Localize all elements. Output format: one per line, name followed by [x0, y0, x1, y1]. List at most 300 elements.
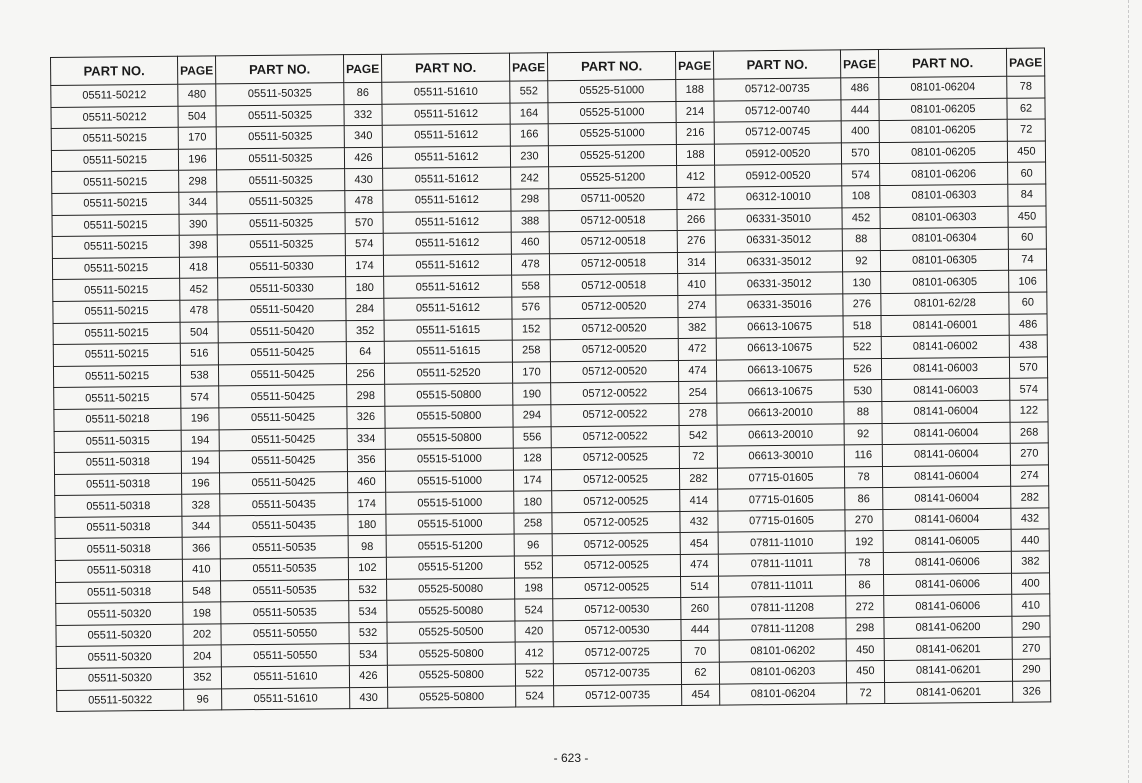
part-number-cell: 05711-00520	[549, 187, 677, 210]
part-number-cell: 05525-51200	[549, 166, 677, 189]
page-cell: 552	[514, 556, 552, 578]
part-number-cell: 05525-50080	[387, 599, 515, 622]
page-cell: 92	[844, 423, 882, 445]
part-number-cell: 05511-50325	[216, 104, 344, 127]
part-number-cell: 05525-50800	[388, 686, 516, 709]
part-number-cell: 05511-51610	[222, 687, 350, 710]
page-cell: 270	[845, 509, 883, 531]
part-number-cell: 05511-50550	[221, 644, 349, 667]
page-cell: 334	[347, 428, 385, 450]
part-number-cell: 05511-50325	[216, 147, 344, 170]
part-number-cell: 05511-50320	[56, 646, 183, 669]
part-number-cell: 05712-00735	[714, 78, 841, 101]
part-number-cell: 05712-00525	[552, 555, 680, 578]
part-number-cell: 07811-11011	[718, 553, 845, 576]
page-header: PAGE	[509, 53, 547, 81]
part-number-cell: 05511-50425	[219, 407, 347, 430]
page-cell: 426	[349, 665, 387, 687]
part-number-cell: 05511-50318	[55, 516, 182, 539]
page-cell: 72	[847, 682, 885, 704]
page-header: PAGE	[840, 50, 878, 78]
page-cell: 272	[846, 596, 884, 618]
page-cell: 72	[1007, 119, 1045, 141]
page-cell: 88	[842, 229, 880, 251]
part-number-cell: 05511-50425	[218, 342, 346, 365]
page-cell: 254	[679, 381, 717, 403]
part-number-cell: 05712-00530	[553, 619, 681, 642]
part-no-header: PART NO.	[713, 50, 840, 79]
part-number-cell: 08101-06204	[720, 683, 847, 706]
page-cell: 524	[515, 599, 553, 621]
page-cell: 382	[678, 317, 716, 339]
page-cell: 130	[843, 272, 881, 294]
part-number-cell: 05511-50322	[57, 689, 184, 712]
page-cell: 390	[179, 213, 217, 235]
page-cell: 96	[184, 689, 222, 711]
page-cell: 444	[681, 619, 719, 641]
page-cell: 438	[1009, 335, 1047, 357]
page-cell: 230	[510, 146, 548, 168]
part-number-cell: 08141-06004	[882, 465, 1010, 488]
part-number-cell: 05712-00525	[551, 447, 679, 470]
page-cell: 78	[1007, 76, 1045, 98]
page-cell: 298	[846, 617, 884, 639]
page-cell: 534	[349, 644, 387, 666]
part-number-cell: 05912-00520	[715, 164, 842, 187]
page-cell: 86	[344, 82, 382, 104]
page-cell: 70	[681, 641, 719, 663]
page-cell: 266	[677, 209, 715, 231]
part-number-cell: 05515-50800	[385, 383, 513, 406]
part-number-cell: 05525-51000	[548, 79, 676, 102]
parts-index-table	[50, 47, 1051, 712]
page-cell: 294	[513, 405, 551, 427]
page-cell: 274	[678, 295, 716, 317]
part-number-cell: 08101-06303	[880, 206, 1008, 229]
part-number-cell: 05511-50215	[54, 387, 181, 410]
part-number-cell: 05511-50425	[219, 471, 347, 494]
part-number-cell: 07715-01605	[718, 510, 845, 533]
part-number-cell: 05511-50215	[52, 257, 179, 280]
page-cell: 418	[179, 257, 217, 279]
page-cell: 278	[679, 403, 717, 425]
part-number-cell: 08101-06204	[879, 76, 1007, 99]
part-number-cell: 06613-20010	[717, 423, 844, 446]
part-number-cell: 05712-00518	[549, 252, 677, 275]
page-cell: 180	[348, 514, 386, 536]
page-cell: 400	[841, 121, 879, 143]
part-number-cell: 08141-06006	[884, 573, 1012, 596]
page-cell: 62	[1007, 98, 1045, 120]
table-body	[51, 76, 1051, 712]
page-cell: 270	[1012, 637, 1050, 659]
part-number-cell: 05511-50325	[217, 169, 345, 192]
part-number-cell: 05511-50535	[220, 536, 348, 559]
page-cell: 180	[514, 491, 552, 513]
page-cell: 214	[676, 101, 714, 123]
part-number-cell: 05511-50315	[54, 430, 181, 453]
part-number-cell: 05511-50215	[52, 235, 179, 258]
part-number-cell: 05511-50325	[217, 234, 345, 257]
page-cell: 574	[181, 386, 219, 408]
part-number-cell: 05712-00525	[552, 533, 680, 556]
page-cell: 166	[510, 124, 548, 146]
page-cell: 344	[179, 192, 217, 214]
page-cell: 538	[180, 365, 218, 387]
part-number-cell: 05712-00522	[551, 403, 679, 426]
part-number-cell: 05511-51615	[384, 319, 512, 342]
page-cell: 450	[846, 639, 884, 661]
page-cell: 444	[841, 99, 879, 121]
page-cell: 410	[182, 559, 220, 581]
page-number: - 623 -	[553, 751, 589, 765]
part-number-cell: 05525-50800	[387, 664, 515, 687]
page-cell: 108	[842, 186, 880, 208]
part-number-cell: 05511-50535	[221, 579, 349, 602]
part-number-cell: 08141-06004	[882, 443, 1010, 466]
page-cell: 426	[344, 147, 382, 169]
part-no-header: PART NO.	[215, 55, 343, 84]
page-cell: 410	[678, 273, 716, 295]
part-number-cell: 05525-51200	[548, 144, 676, 167]
part-number-cell: 06613-10675	[716, 337, 843, 360]
part-number-cell: 05511-51612	[384, 297, 512, 320]
part-number-cell: 08141-06001	[881, 314, 1009, 337]
page-cell: 518	[843, 315, 881, 337]
part-number-cell: 05511-51612	[383, 167, 511, 190]
part-number-cell: 05511-51612	[383, 189, 511, 212]
page-cell: 170	[178, 127, 216, 149]
part-number-cell: 08141-06002	[881, 335, 1009, 358]
page-cell: 260	[681, 597, 719, 619]
page-cell: 570	[345, 212, 383, 234]
part-no-header: PART NO.	[51, 56, 178, 85]
page-cell: 116	[844, 445, 882, 467]
page-cell: 60	[1009, 292, 1047, 314]
page-cell: 522	[843, 337, 881, 359]
page-cell: 62	[681, 662, 719, 684]
page-cell: 198	[515, 577, 553, 599]
page-cell: 216	[676, 122, 714, 144]
part-number-cell: 06613-10675	[716, 359, 843, 382]
part-number-cell: 05712-00725	[553, 641, 681, 664]
part-number-cell: 05712-00735	[554, 684, 682, 707]
part-number-cell: 06312-10010	[715, 186, 842, 209]
part-number-cell: 06613-20010	[717, 402, 844, 425]
page-cell: 382	[1011, 551, 1049, 573]
page-cell: 268	[1010, 421, 1048, 443]
page-cell: 474	[678, 360, 716, 382]
part-number-cell: 08101-06304	[880, 227, 1008, 250]
page-cell: 290	[1012, 659, 1050, 681]
part-number-cell: 05525-50500	[387, 621, 515, 644]
part-number-cell: 05511-50320	[56, 624, 183, 647]
page-cell: 478	[345, 190, 383, 212]
part-number-cell: 06331-35012	[715, 229, 842, 252]
part-number-cell: 05511-51612	[382, 146, 510, 169]
part-number-cell: 05511-51612	[382, 103, 510, 126]
page-cell: 432	[680, 511, 718, 533]
part-number-cell: 05511-50215	[51, 149, 178, 172]
part-number-cell: 05511-50535	[221, 601, 349, 624]
page-cell: 242	[511, 167, 549, 189]
page-cell: 298	[511, 189, 549, 211]
part-number-cell: 05511-50318	[55, 559, 182, 582]
page-cell: 452	[842, 207, 880, 229]
page-cell: 472	[678, 338, 716, 360]
part-number-cell: 05511-51612	[383, 211, 511, 234]
part-number-cell: 05511-50215	[53, 300, 180, 323]
page-cell: 164	[510, 102, 548, 124]
page-cell: 450	[846, 661, 884, 683]
part-number-cell: 05511-50325	[217, 212, 345, 235]
part-number-cell: 08101-06303	[880, 184, 1008, 207]
part-number-cell: 05511-50218	[54, 408, 181, 431]
part-number-cell: 05515-51200	[386, 535, 514, 558]
part-number-cell: 06331-35012	[716, 272, 843, 295]
page-cell: 190	[513, 383, 551, 405]
page-cell: 270	[1010, 443, 1048, 465]
page-cell: 574	[345, 233, 383, 255]
part-number-cell: 05511-50215	[52, 171, 179, 194]
page-cell: 174	[513, 469, 551, 491]
part-number-cell: 05511-50215	[53, 365, 180, 388]
part-number-cell: 05525-50800	[387, 642, 515, 665]
part-number-cell: 05511-51615	[384, 340, 512, 363]
part-no-header: PART NO.	[381, 53, 509, 82]
part-number-cell: 05712-00520	[550, 295, 678, 318]
part-number-cell: 05515-51000	[386, 491, 514, 514]
page-cell: 558	[512, 275, 550, 297]
page-cell: 534	[349, 601, 387, 623]
page-cell: 532	[349, 579, 387, 601]
page-cell: 88	[844, 401, 882, 423]
page-cell: 196	[181, 408, 219, 430]
page-cell: 174	[348, 493, 386, 515]
part-number-cell: 05712-00525	[551, 468, 679, 491]
part-number-cell: 08141-06006	[883, 551, 1011, 574]
part-number-cell: 05511-51610	[221, 666, 349, 689]
part-number-cell: 05511-50325	[216, 126, 344, 149]
part-number-cell: 05511-50215	[52, 192, 179, 215]
page-cell: 74	[1008, 249, 1046, 271]
page-cell: 542	[679, 425, 717, 447]
part-number-cell: 05511-50318	[55, 473, 182, 496]
part-number-cell: 05511-51612	[383, 232, 511, 255]
part-number-cell: 05511-50425	[219, 428, 347, 451]
page-cell: 332	[344, 104, 382, 126]
part-number-cell: 05511-50330	[218, 277, 346, 300]
page-cell: 106	[1009, 270, 1047, 292]
page-cell: 128	[513, 448, 551, 470]
page-header: PAGE	[1006, 48, 1044, 76]
part-number-cell: 05511-50435	[220, 515, 348, 538]
part-number-cell: 07811-11208	[719, 618, 846, 641]
part-number-cell: 05912-00520	[714, 143, 841, 166]
part-number-cell: 08141-06200	[884, 616, 1012, 639]
page-cell: 440	[1011, 529, 1049, 551]
page-cell: 274	[1010, 465, 1048, 487]
part-number-cell: 05712-00735	[553, 662, 681, 685]
part-number-cell: 06331-35012	[715, 251, 842, 274]
part-number-cell: 06331-35010	[715, 207, 842, 230]
page-cell: 570	[1009, 357, 1047, 379]
part-number-cell: 08141-06201	[884, 638, 1012, 661]
part-number-cell: 08141-06004	[883, 508, 1011, 531]
page-cell: 122	[1010, 400, 1048, 422]
page-header: PAGE	[675, 51, 713, 79]
page-cell: 548	[183, 581, 221, 603]
part-number-cell: 05511-50215	[53, 279, 180, 302]
part-number-cell: 08141-06004	[882, 422, 1010, 445]
part-number-cell: 05511-50212	[51, 84, 178, 107]
page-cell: 196	[178, 149, 216, 171]
page-cell: 84	[1008, 184, 1046, 206]
part-number-cell: 05511-50318	[54, 451, 181, 474]
page-cell: 344	[182, 516, 220, 538]
part-number-cell: 05511-50318	[56, 581, 183, 604]
part-number-cell: 06613-10675	[717, 380, 844, 403]
part-number-cell: 05511-50535	[220, 558, 348, 581]
page-cell: 314	[677, 252, 715, 274]
page-cell: 366	[182, 537, 220, 559]
part-number-cell: 08101-06305	[880, 249, 1008, 272]
part-number-cell: 05712-00518	[550, 274, 678, 297]
page-cell: 204	[183, 645, 221, 667]
part-number-cell: 05511-50330	[217, 255, 345, 278]
page-cell: 78	[845, 553, 883, 575]
page-cell: 478	[180, 300, 218, 322]
part-number-cell: 05515-51000	[385, 470, 513, 493]
page-cell: 430	[350, 687, 388, 709]
part-number-cell: 05525-50080	[387, 578, 515, 601]
part-number-cell: 08141-06003	[881, 357, 1009, 380]
part-number-cell: 08141-06004	[882, 400, 1010, 423]
page-cell: 570	[841, 142, 879, 164]
page-cell: 522	[515, 664, 553, 686]
part-number-cell: 08141-06005	[883, 530, 1011, 553]
part-number-cell: 05511-50420	[218, 320, 346, 343]
page-cell: 92	[842, 250, 880, 272]
part-number-cell: 05511-51612	[382, 124, 510, 147]
page-cell: 276	[843, 293, 881, 315]
part-number-cell: 05511-50425	[219, 385, 347, 408]
part-number-cell: 05712-00530	[553, 598, 681, 621]
part-number-cell: 05511-50318	[55, 495, 182, 518]
part-number-cell: 08101-06203	[719, 661, 846, 684]
part-number-cell: 07715-01605	[718, 488, 845, 511]
page-cell: 188	[676, 144, 714, 166]
part-number-cell: 08101-06205	[879, 120, 1007, 143]
part-number-cell: 05511-50325	[217, 191, 345, 214]
page-cell: 276	[677, 230, 715, 252]
page-header: PAGE	[177, 56, 215, 84]
part-number-cell: 07715-01605	[717, 467, 844, 490]
page-cell: 460	[347, 471, 385, 493]
part-no-header: PART NO.	[878, 48, 1006, 77]
page-cell: 258	[514, 513, 552, 535]
page-header: PAGE	[343, 54, 381, 82]
part-number-cell: 05712-00520	[550, 339, 678, 362]
page-cell: 526	[843, 358, 881, 380]
part-number-cell: 08101-06305	[881, 271, 1009, 294]
page-cell: 298	[179, 170, 217, 192]
part-number-cell: 05712-00522	[551, 425, 679, 448]
page-cell: 102	[348, 557, 386, 579]
page-cell: 430	[345, 169, 383, 191]
part-number-cell: 08101-06205	[879, 98, 1007, 121]
scan-edge-line	[1128, 0, 1130, 783]
part-number-cell: 08101-06202	[719, 639, 846, 662]
page-cell: 460	[511, 232, 549, 254]
page-cell: 256	[346, 363, 384, 385]
page-cell: 432	[1011, 508, 1049, 530]
part-number-cell: 08101-06206	[880, 163, 1008, 186]
part-number-cell: 05712-00518	[549, 231, 677, 254]
page-cell: 174	[345, 255, 383, 277]
part-number-cell: 08141-06201	[884, 659, 1012, 682]
page-cell: 420	[515, 621, 553, 643]
part-number-cell: 05511-50318	[55, 538, 182, 561]
page-cell: 398	[179, 235, 217, 257]
page-cell: 452	[180, 278, 218, 300]
page-cell: 352	[183, 667, 221, 689]
page-cell: 504	[180, 321, 218, 343]
part-number-cell: 05712-00525	[552, 490, 680, 513]
part-number-cell: 05515-50800	[385, 405, 513, 428]
page-cell: 480	[178, 84, 216, 106]
page-cell: 474	[680, 554, 718, 576]
page-cell: 72	[679, 446, 717, 468]
part-number-cell: 06613-10675	[716, 315, 843, 338]
part-number-cell: 08141-06003	[882, 379, 1010, 402]
page-cell: 576	[512, 297, 550, 319]
page-cell: 194	[181, 451, 219, 473]
part-number-cell: 05712-00525	[553, 576, 681, 599]
page-cell: 170	[512, 361, 550, 383]
page-cell: 196	[181, 473, 219, 495]
page-cell: 198	[183, 602, 221, 624]
part-number-cell: 05511-52520	[384, 362, 512, 385]
part-number-cell: 08141-06006	[884, 595, 1012, 618]
part-number-cell: 08101-62/28	[881, 292, 1009, 315]
page-cell: 60	[1008, 227, 1046, 249]
page-cell: 530	[844, 380, 882, 402]
page-cell: 504	[178, 106, 216, 128]
part-number-cell: 05712-00522	[551, 382, 679, 405]
page-cell: 78	[844, 466, 882, 488]
page-cell: 486	[1009, 313, 1047, 335]
page-cell: 86	[845, 488, 883, 510]
part-number-cell: 05511-50215	[51, 127, 178, 150]
part-number-cell: 05515-51000	[386, 513, 514, 536]
part-number-cell: 05712-00520	[550, 317, 678, 340]
page-cell: 86	[846, 574, 884, 596]
part-number-cell: 05511-50212	[51, 106, 178, 129]
part-number-cell: 05712-00740	[714, 100, 841, 123]
page-cell: 188	[676, 79, 714, 101]
page-cell: 524	[516, 685, 554, 707]
page-cell: 410	[1012, 594, 1050, 616]
page-cell: 556	[513, 426, 551, 448]
page-cell: 180	[346, 277, 384, 299]
page-cell: 574	[842, 164, 880, 186]
page-cell: 152	[512, 318, 550, 340]
part-number-cell: 05511-50425	[219, 450, 347, 473]
part-number-cell: 05712-00525	[552, 511, 680, 534]
page-cell: 290	[1012, 616, 1050, 638]
page-cell: 516	[180, 343, 218, 365]
